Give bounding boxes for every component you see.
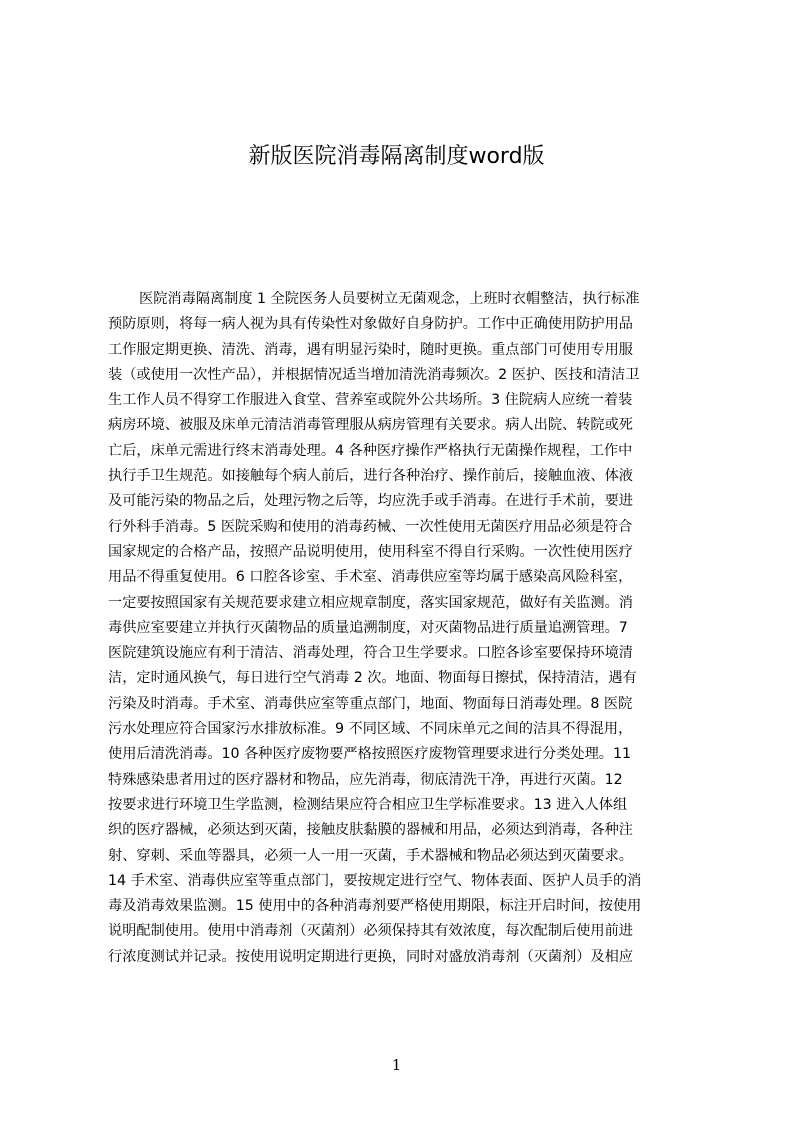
body-paragraph — [108, 287, 708, 970]
paragraph-line: 预防原则，将每一病人视为具有传染性对象做好自身防护。工作中正确使用防护用品 — [108, 316, 633, 333]
paragraph-line: 一定要按照国家有关规范要求建立相应规章制度，落实国家规范，做好有关监测。消 — [108, 594, 633, 611]
paragraph-line: 射、穿刺、采血等器具，必须一人一用一灭菌，手术器械和物品必须达到灭菌要求。 — [108, 847, 633, 864]
paragraph-line: 污水处理应符合国家污水排放标准。9 不同区域、不同床单元之间的洁具不得混用， — [108, 721, 633, 738]
paragraph-line: 亡后，床单元需进行终末消毒处理。4 各种医疗操作严格执行无菌操作规程，工作中 — [108, 442, 633, 459]
paragraph-line: 使用后清洗消毒。10 各种医疗废物要严格按照医疗废物管理要求进行分类处理。11 — [108, 746, 631, 763]
paragraph-line: 按要求进行环境卫生学监测，检测结果应符合相应卫生学标准要求。13 进入人体组 — [108, 796, 628, 813]
paragraph-line: 医院建筑设施应有利于清洁、消毒处理，符合卫生学要求。口腔各诊室要保持环境清 — [108, 645, 633, 662]
paragraph-line: 行浓度测试并记录。按使用说明定期进行更换，同时对盛放消毒剂（灭菌剂）及相应 — [108, 948, 633, 965]
paragraph-line: 织的医疗器械，必须达到灭菌，接触皮肤黏膜的器械和用品，必须达到消毒，各种注 — [108, 822, 633, 839]
paragraph-line: 特殊感染患者用过的医疗器材和物品，应先消毒，彻底清洗干净，再进行灭菌。12 — [108, 771, 623, 788]
paragraph-line: 及可能污染的物品之后，处理污物之后等，均应洗手或手消毒。在进行手术前，要进 — [108, 493, 633, 510]
paragraph-line: 行外科手消毒。5 医院采购和使用的消毒药械、一次性使用无菌医疗用品必须是符合 — [108, 518, 633, 535]
paragraph-line: 用品不得重复使用。6 口腔各诊室、手术室、消毒供应室等均属于感染高风险科室， — [108, 569, 633, 586]
paragraph-line: 毒供应室要建立并执行灭菌物品的质量追溯制度，对灭菌物品进行质量追溯管理。7 — [108, 619, 628, 636]
page-number: 1 — [391, 1056, 402, 1074]
paragraph-line: 装（或使用一次性产品），并根据情况适当增加清洗消毒频次。2 医护、医技和清洁卫 — [108, 366, 640, 383]
paragraph-line: 污染及时消毒。手术室、消毒供应室等重点部门，地面、物面每日消毒处理。8 医院 — [108, 695, 633, 712]
paragraph-line: 国家规定的合格产品，按照产品说明使用，使用科室不得自行采购。一次性使用医疗 — [108, 543, 633, 560]
paragraph-line: 病房环境、被服及床单元清洁消毒管理服从病房管理有关要求。病人出院、转院或死 — [108, 417, 633, 434]
paragraph-line: 洁，定时通风换气，每日进行空气消毒 2 次。地面、物面每日擦拭，保持清洁，遇有 — [108, 670, 637, 687]
paragraph-line: 工作服定期更换、清洗、消毒，遇有明显污染时，随时更换。重点部门可使用专用服 — [108, 341, 633, 358]
document-title: 新版医院消毒隔离制度word版 — [248, 144, 545, 169]
paragraph-line: 生工作人员不得穿工作服进入食堂、营养室或院外公共场所。3 住院病人应统一着装 — [108, 392, 633, 409]
paragraph-line: 说明配制使用。使用中消毒剂（灭菌剂）必须保持其有效浓度，每次配制后使用前进 — [108, 923, 633, 940]
paragraph-line: 毒及消毒效果监测。15 使用中的各种消毒剂要严格使用期限，标注开启时间，按使用 — [108, 898, 642, 915]
paragraph-line: 14 手术室、消毒供应室等重点部门，要按规定进行空气、物体表面、医护人员手的消 — [108, 872, 642, 889]
paragraph-line: 执行手卫生规范。如接触每个病人前后，进行各种治疗、操作前后，接触血液、体液 — [108, 468, 633, 485]
paragraph-line: 医院消毒隔离制度 1 全院医务人员要树立无菌观念，上班时衣帽整洁，执行标准 — [139, 291, 640, 307]
